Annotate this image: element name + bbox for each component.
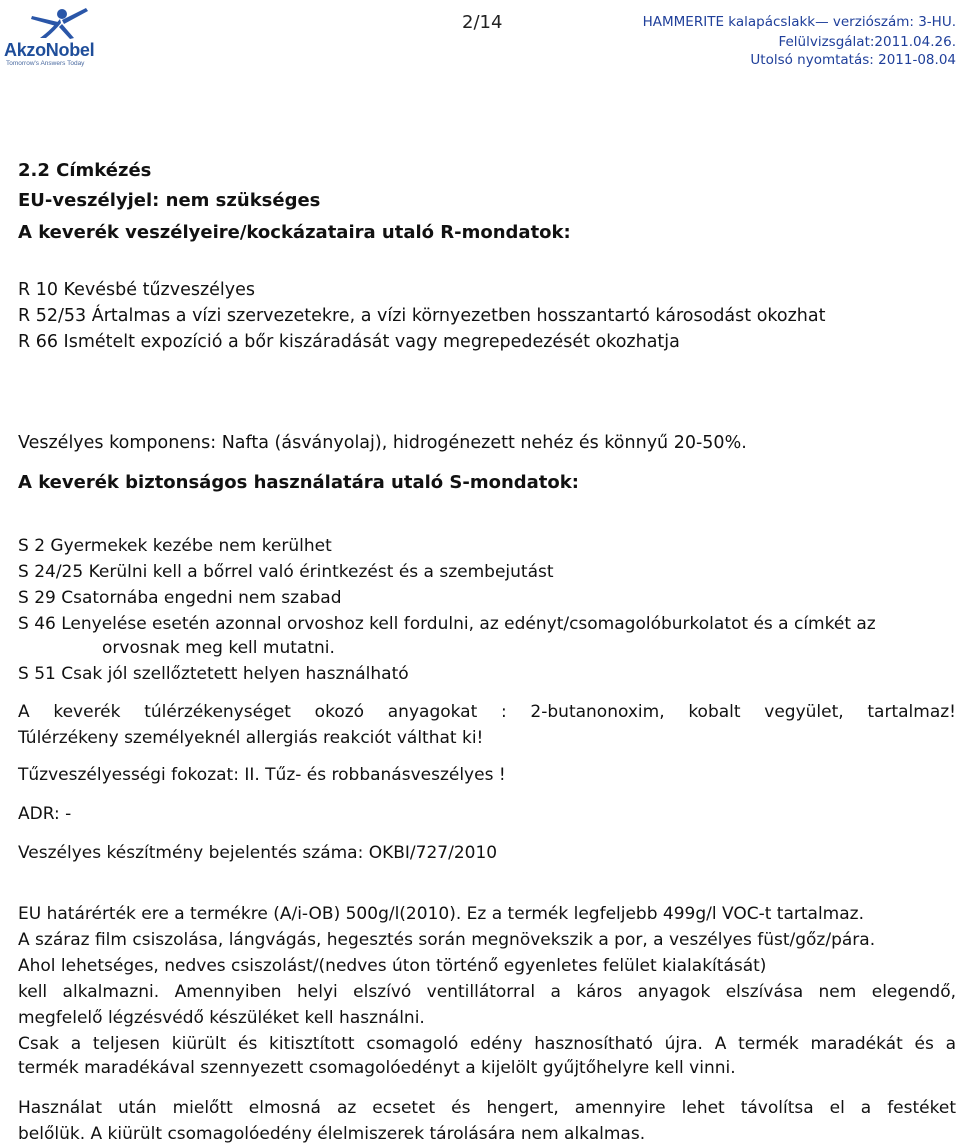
page-number: 2/14 xyxy=(462,12,503,33)
voc-line: kell alkalmazni. Amennyiben helyi elszívó ventillátorral a káros anyagok elszívása nem elegendő, xyxy=(18,982,956,1002)
s-phrase-continuation: orvosnak meg kell mutatni. xyxy=(102,638,335,658)
adr-line: ADR: - xyxy=(18,804,72,824)
s-phrase: S 46 Lenyelése esetén azonnal orvoshoz kell fordulni, az edényt/csomagolóburkolatot és a címkét az xyxy=(18,614,876,634)
header-product-line: HAMMERITE kalapácslakk— verziószám: 3-HU. xyxy=(642,14,956,30)
akzonobel-logo xyxy=(2,2,94,68)
fire-class-line: Tűzveszélyességi fokozat: II. Tűz- és robbanásveszélyes ! xyxy=(18,765,506,785)
r-phrase: R 10 Kevésbé tűzveszélyes xyxy=(18,280,256,300)
section-title: 2.2 Címkézés xyxy=(18,160,152,181)
header-print-date: Utolsó nyomtatás: 2011-08.04 xyxy=(750,52,956,68)
voc-line: Csak a teljesen kiürült és kitisztított csomagoló edény hasznosítható újra. A termék maradékát és a xyxy=(18,1034,956,1054)
eu-symbol-line: EU-veszélyjel: nem szükséges xyxy=(18,190,321,211)
allergy-warning: Túlérzékeny személyeknél allergiás reakciót válthat ki! xyxy=(18,728,484,748)
r-phrase: R 52/53 Ártalmas a vízi szervezetekre, a vízi környezetben hosszantartó károsodást okozhat xyxy=(18,306,826,326)
voc-line: belőlük. A kiürült csomagolóedény élelmiszerek tárolására nem alkalmas. xyxy=(18,1124,646,1144)
header-review-date: Felülvizsgálat:2011.04.26. xyxy=(778,34,956,50)
s-phrases-heading: A keverék biztonságos használatára utaló S-mondatok: xyxy=(18,472,579,493)
voc-line: EU határérték ere a termékre (A/i-OB) 500g/l(2010). Ez a termék legfeljebb 499g/l VOC-t tartalmaz. xyxy=(18,904,864,924)
sensitizer-warning: A keverék túlérzékenységet okozó anyagokat : 2-butanonoxim, kobalt vegyület, tartalmaz! xyxy=(18,702,956,722)
voc-line: Ahol lehetséges, nedves csiszolást/(nedves úton történő egyenletes felület kialakítását) xyxy=(18,956,767,976)
r-phrases-heading: A keverék veszélyeire/kockázataira utaló R-mondatok: xyxy=(18,222,571,243)
logo-tagline: Tomorrow's Answers Today xyxy=(6,60,85,67)
s-phrase: S 29 Csatornába engedni nem szabad xyxy=(18,588,342,608)
s-phrase: S 51 Csak jól szellőztetett helyen használható xyxy=(18,664,409,684)
s-phrase: S 2 Gyermekek kezébe nem kerülhet xyxy=(18,536,332,556)
figure-logo-icon xyxy=(2,2,94,42)
s-phrase: S 24/25 Kerülni kell a bőrrel való érintkezést és a szembejutást xyxy=(18,562,554,582)
voc-line: megfelelő légzésvédő készüléket kell használni. xyxy=(18,1008,425,1028)
voc-line: termék maradékával szennyezett csomagolóedényt a kijelölt gyűjtőhelyre kell vinni. xyxy=(18,1058,736,1078)
registration-number-line: Veszélyes készítmény bejelentés száma: OKBI/727/2010 xyxy=(18,843,498,863)
hazardous-component-line: Veszélyes komponens: Nafta (ásványolaj), hidrogénezett nehéz és könnyű 20-50%. xyxy=(18,433,747,453)
voc-line: Használat után mielőtt elmosná az ecsetet és hengert, amennyire lehet távolítsa el a festéket xyxy=(18,1098,956,1118)
logo-wordmark: AkzoNobel xyxy=(4,40,95,60)
voc-line: A száraz film csiszolása, lángvágás, hegesztés során megnövekszik a por, a veszélyes füst/gőz/pára. xyxy=(18,930,876,950)
r-phrase: R 66 Ismételt expozíció a bőr kiszáradását vagy megrepedezését okozhatja xyxy=(18,332,680,352)
